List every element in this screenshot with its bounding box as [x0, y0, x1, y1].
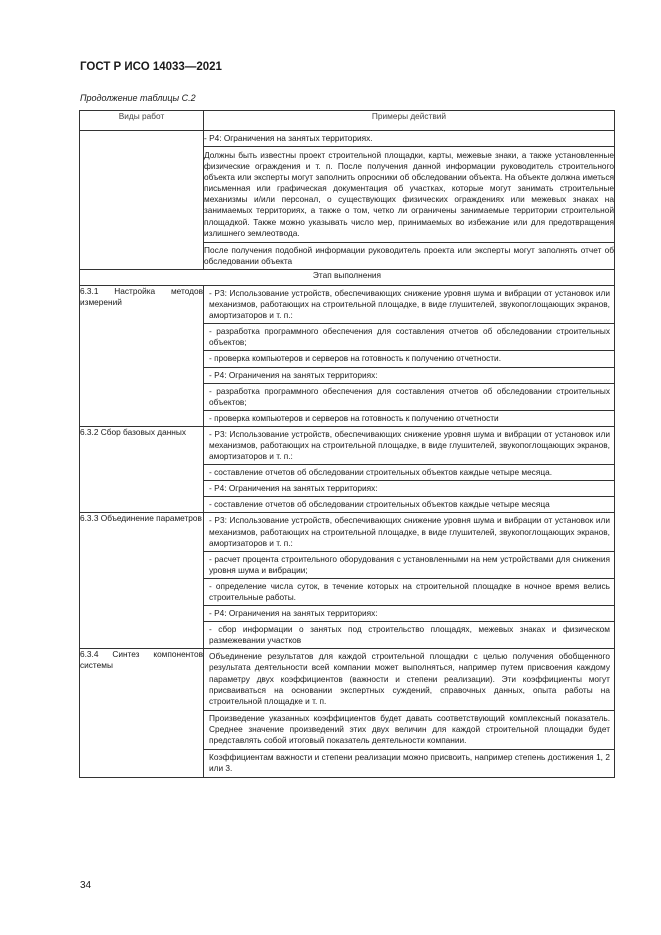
action-line: Произведение указанных коэффициентов будет давать соответствующий комплексный показатель. Среднее значение произведений этих двух величин для каждой строительной площадки будет представлять собой итоговый показатель деятельности компании. — [204, 711, 614, 750]
action-line: - Р4: Ограничения на занятых территориях: — [204, 606, 614, 622]
action-line: - составление отчетов об обследовании строительных объектов каждые четыре месяца. — [204, 465, 614, 481]
table-caption: Продолжение таблицы С.2 — [80, 93, 196, 103]
action-line: - Р4: Ограничения на занятых территориях: — [204, 368, 614, 384]
action-line: - Р3: Использование устройств, обеспечивающих снижение уровня шума и вибрации от установок или механизмов, работающих на строительной площадке, в виде глушителей, звукопоглощающих экранов, амортизаторов и т. п.: — [204, 513, 614, 551]
table-row — [80, 513, 615, 649]
work-type-cell-empty — [80, 131, 204, 270]
action-line: - Р4: Ограничения на занятых территориях. — [204, 131, 615, 147]
action-line: - разработка программного обеспечения для составления отчетов об обследовании строительных объектов; — [204, 324, 614, 351]
action-line: - проверка компьютеров и серверов на готовность к получению отчетности. — [204, 351, 614, 367]
action-line: - Р3: Использование устройств, обеспечивающих снижение уровня шума и вибрации от установок или механизмов, работающих на строительной площадке, в виде глушителей, звукопоглощающих экранов, амортизаторов и т. п.: — [204, 286, 614, 324]
action-line: - Р3: Использование устройств, обеспечивающих снижение уровня шума и вибрации от установок или механизмов, работающих на строительной площадке, в виде глушителей, звукопоглощающих экранов, амортизаторов и т. п.: — [204, 427, 614, 465]
action-line: Должны быть известны проект строительной площадки, карты, межевые знаки, а также установленные физические ограждения и т. п. После получения данной информации руководитель строительного объекта или эксперты могут заполнить опросники об обследовании объекта. На объекте должна иметься письменная или графическая документация об участках, которые могут занимать строительные механизмы и/или персонал, о существующих физических ограждениях или межевых знаках на занимаемых территориях, а также о том, четко ли ограничены занимаемые территории строительной площадкой. Также можно указывать число мер, принимаемых во избежание или для предотвращения излишнего землеотвода. — [204, 147, 615, 243]
actions-cell — [204, 649, 615, 778]
work-type-cell: 6.3.3 Объединение параметров — [80, 513, 204, 649]
action-line: - Р4: Ограничения на занятых территориях: — [204, 481, 614, 497]
work-type-cell: 6.3.1 Настройка методов измерений — [80, 285, 204, 426]
actions-cell — [204, 426, 615, 513]
stage-row — [80, 269, 615, 285]
table-row — [80, 426, 615, 513]
action-line: После получения подобной информации руководитель проекта или эксперты могут заполнять отчет об обследовании объекта — [204, 242, 615, 269]
document-code: ГОСТ Р ИСО 14033—2021 — [80, 61, 222, 73]
actions-cell — [204, 513, 615, 649]
actions-table — [79, 110, 615, 778]
work-type-cell: 6.3.4 Синтез компонентов системы — [80, 649, 204, 778]
stage-label: Этап выполнения — [80, 269, 615, 285]
action-line: Объединение результатов для каждой строительной площадки с целью получения обобщенного результата деятельности всей компании может выполняться, например путем присвоения каждому параметру двух коэффициентов (важности и степени реализации). Эти коэффициенты могут присваиваться на основании экспертных суждений, справочных данных, опыта работы на строительной площадке и т. п. — [204, 649, 614, 710]
action-line: - расчет процента строительного оборудования с установленными на нем устройствами для снижения уровня шума и вибрации; — [204, 552, 614, 579]
action-line: - сбор информации о занятых под строительство площадях, межевых знаках и физическом размежевании участков — [209, 624, 610, 646]
action-line: - разработка программного обеспечения для составления отчетов об обследовании строительных объектов; — [204, 384, 614, 411]
action-line: - определение числа суток, в течение которых на строительной площадке в ночное время велись строительные работы. — [204, 579, 614, 606]
action-line: - проверка компьютеров и серверов на готовность к получению отчетности — [209, 412, 499, 423]
action-line: Коэффициентам важности и степени реализации можно присвоить, например степень достижения 1, 2 или 3. — [209, 752, 610, 774]
table-row — [80, 131, 615, 147]
action-line: - составление отчетов об обследовании строительных объектов каждые четыре месяца — [209, 499, 550, 510]
page-number: 34 — [80, 880, 92, 891]
column-header-action-examples: Примеры действий — [204, 111, 615, 131]
actions-cell — [204, 285, 615, 426]
column-header-work-types: Виды работ — [80, 111, 204, 131]
table-row — [80, 285, 615, 426]
table-header-row — [80, 111, 615, 131]
work-type-cell: 6.3.2 Сбор базовых данных — [80, 426, 204, 513]
table-row — [80, 649, 615, 778]
